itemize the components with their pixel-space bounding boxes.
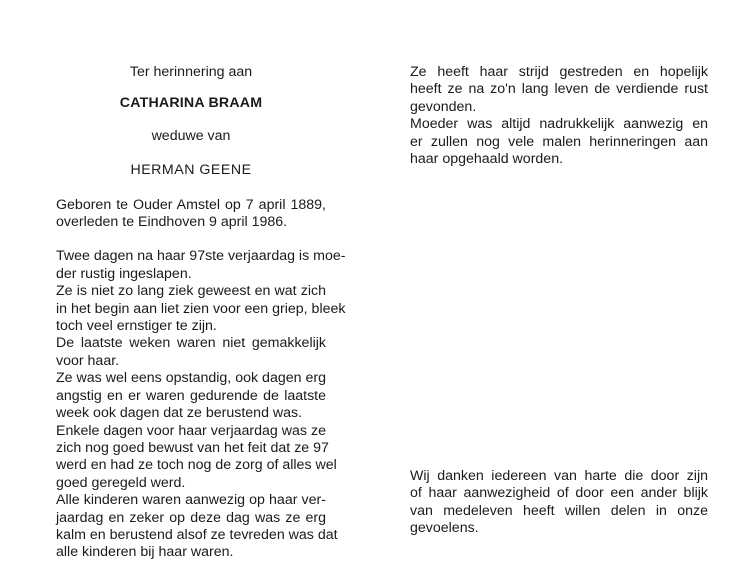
story-line: Enkele dagen voor haar verjaardag was ze [56,422,326,439]
story-line: week ook dagen dat ze berustend was. [56,405,303,422]
story-line: Twee dagen na haar 97ste verjaardag is moe- [56,248,346,265]
spouse-name: HERMAN GEENE [130,162,252,179]
thanks-paragraph [410,468,708,538]
story-line: toch veel ernstiger te zijn. [56,318,217,335]
story-line: Ze is niet zo lang ziek geweest en wat zich [56,283,326,300]
story-line: alle kinderen bij haar waren. [56,544,234,561]
death-line: overleden te Eindhoven 9 april 1986. [56,214,288,231]
birth-death-paragraph [56,197,326,232]
story-line: werd en had ze toch nog de zorg of alles wel [56,457,337,474]
reflection-line: er zullen nog vele malen herinneringen aan [410,133,708,150]
thanks-line: Wij danken iedereen van harte die door zijn [410,468,708,484]
right-top-paragraph [410,64,708,168]
story-line: der rustig ingeslapen. [56,265,192,282]
thanks-line: van medeleven heeft willen delen in onze [410,502,708,519]
reflection-line: gevonden. [410,98,477,115]
story-line: voor haar. [56,352,120,369]
story-line: goed geregeld werd. [56,474,186,491]
left-column [56,64,346,562]
intro-line: Ter herinnering aan [129,64,253,80]
reflection-line: haar opgehaald worden. [410,151,564,168]
header-block [56,64,326,180]
story-line: zich nog goed bewust van het feit dat ze 97 [56,439,329,456]
reflection-line: Ze heeft haar strijd gestreden en hopelijk [410,64,708,80]
deceased-name: CATHARINA BRAAM [119,95,263,112]
thanks-line: of haar aanwezigheid of door een ander blijk [410,485,708,502]
story-line: kalm en berustend alsof ze tevreden was dat [56,526,338,543]
reflection-line: Moeder was altijd nadrukkelijk aanwezig en [410,116,708,133]
story-paragraph [56,248,346,561]
story-line: Alle kinderen waren aanwezig op haar ver- [56,492,326,509]
story-line: angstig en er waren gedurende de laatste [56,387,326,404]
story-line: in het begin aan liet zien voor een griep, bleek [56,300,346,317]
story-line: jaardag en zeker op deze dag was ze erg [56,509,326,526]
reflection-line: heeft ze na zo'n lang leven de verdiende rust [410,81,708,98]
story-line: Ze was wel eens opstandig, ook dagen erg [56,370,326,387]
thanks-line: gevoelens. [410,520,479,537]
birth-line: Geboren te Ouder Amstel op 7 april 1889, [56,196,326,213]
relation-line: weduwe van [151,127,231,144]
story-line: De laatste weken waren niet gemakkelijk [56,335,326,352]
